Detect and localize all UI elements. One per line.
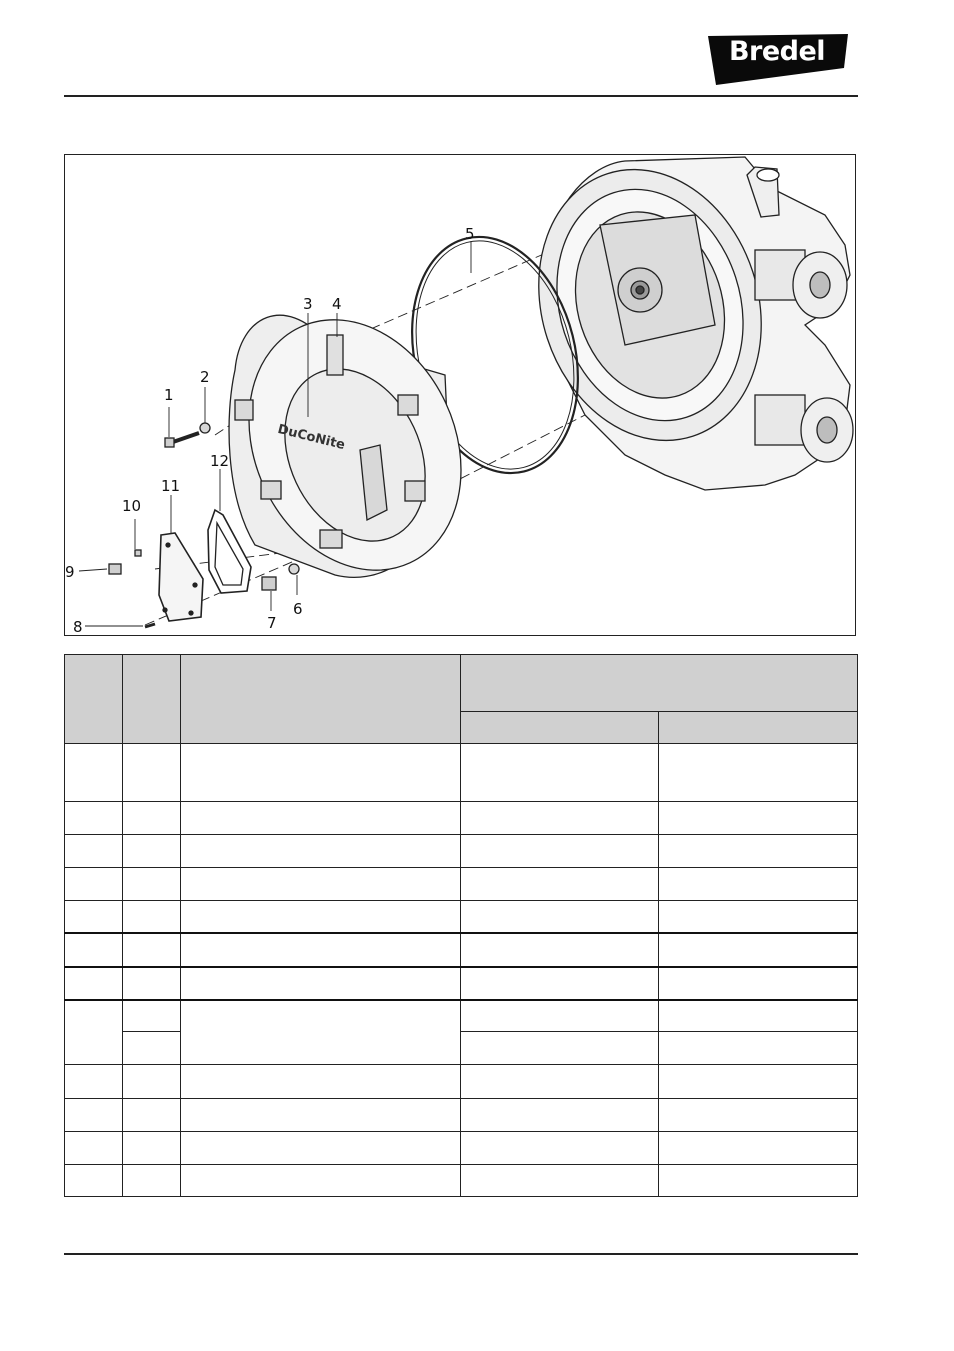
callout-12: 12 <box>210 452 230 470</box>
table-row <box>65 900 858 933</box>
header-cell <box>123 655 181 744</box>
table-row <box>65 744 858 801</box>
callout-9: 9 <box>65 563 75 581</box>
table-row <box>65 1098 858 1131</box>
bolt <box>165 433 199 447</box>
callout-5: 5 <box>465 225 475 243</box>
callout-3: 3 <box>303 295 313 313</box>
parts-table <box>64 654 858 1197</box>
table-row <box>65 1000 858 1032</box>
pump-housing <box>505 155 853 490</box>
table-row <box>65 801 858 834</box>
drawing-canvas <box>65 155 856 636</box>
header-cell <box>461 655 858 712</box>
header-cell <box>659 712 858 744</box>
nut <box>262 577 276 590</box>
callout-11: 11 <box>161 477 181 495</box>
header-cell <box>461 712 659 744</box>
table-header-row <box>65 655 858 712</box>
cover-brand-text: DuCoNite <box>276 421 347 454</box>
table-row <box>65 1131 858 1164</box>
logo-text: Bredel <box>728 36 826 67</box>
footer-rule <box>64 1253 858 1255</box>
front-cover <box>209 285 500 605</box>
table-row <box>65 834 858 867</box>
table-row <box>65 1164 858 1196</box>
table-row <box>65 933 858 966</box>
small-nut <box>135 550 141 556</box>
table-row <box>65 967 858 1000</box>
washer <box>200 423 210 433</box>
callout-6: 6 <box>293 600 303 618</box>
table-row <box>65 867 858 900</box>
washer-6 <box>289 564 299 574</box>
knob <box>109 564 121 574</box>
header-cell <box>65 655 123 744</box>
header-cell <box>181 655 461 744</box>
callout-2: 2 <box>200 368 210 386</box>
exploded-parts-drawing <box>64 154 856 636</box>
table-row <box>65 1065 858 1098</box>
callout-10: 10 <box>122 497 142 515</box>
callout-8: 8 <box>73 618 83 636</box>
callout-4: 4 <box>332 295 342 313</box>
header-rule <box>64 95 858 97</box>
callout-1: 1 <box>164 386 174 404</box>
callout-7: 7 <box>267 614 277 632</box>
